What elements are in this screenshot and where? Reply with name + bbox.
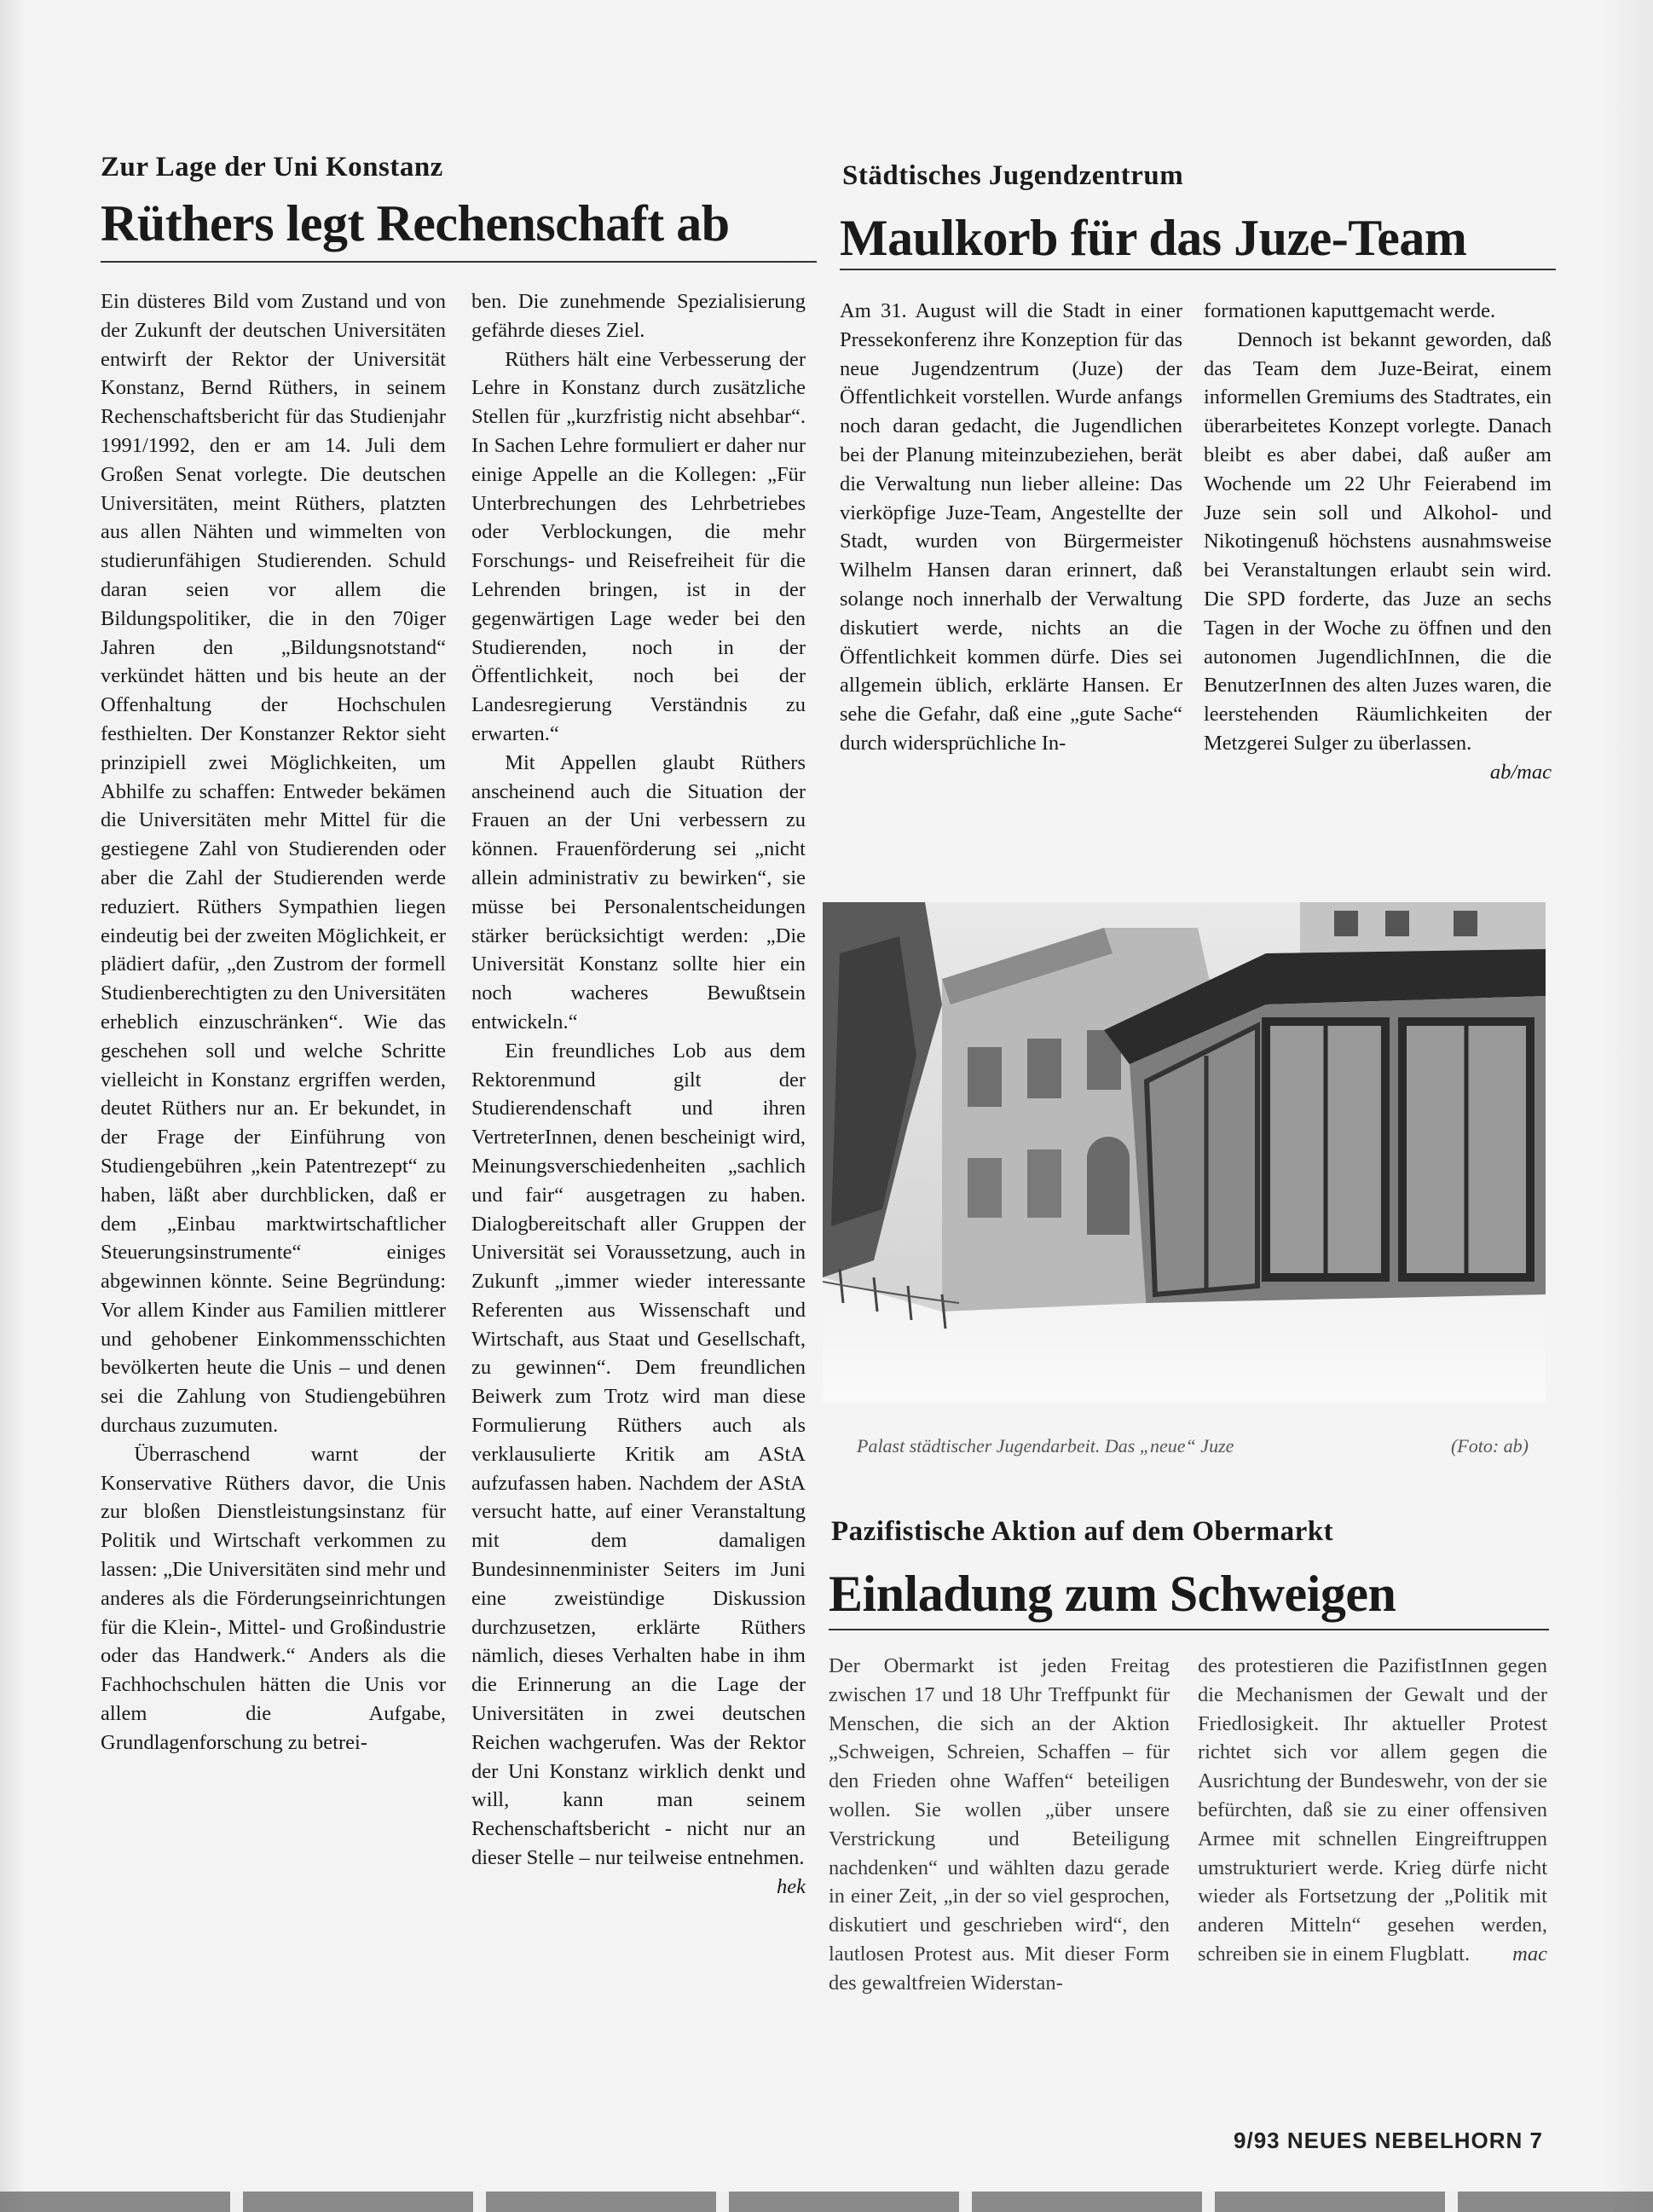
bottom-edge-strip [0,2192,1653,2212]
ruethers-col1-paragraph: Ein düsteres Bild vom Zustand und von der Zukunft der deutschen Universitäten entwirft der Rektor der Universität Konstanz, Bernd Rüthers, in seinem Rechenschaftsbericht für das Studienjahr 1991/1992, den er am 14. Juli dem Großen Senat vorlegte. Die deutschen Universitäten, meint Rüthers, platzten aus allen Nähten und wimmelten von studierunfähigen Studierenden. Schuld daran seien vor allem die Bildungspolitiker, die in den 70iger Jahren den „Bildungsnotstand“ verkündet hätten und bis heute an der Offenhaltung der Hochschulen festhielten. Der Konstanzer Rektor sieht prinzipiell zwei Möglichkeiten, um Abhilfe zu schaffen: Entweder bekämen die Universitäten mehr Mittel für die gestiegene Zahl von Studierenden oder aber die Zahl der Studierenden werde reduziert. Rüthers Sympathien liegen eindeutig bei der zweiten Möglichkeit, er plädiert dafür, „den Zustrom der formell Studienberechtigten zu den Universitäten erheblich einzuschränken“. Wie das geschehen soll und welche Schritte vielleicht in Konstanz ergriffen werden, deutet Rüthers nur an. Er bekundet, in der Frage der Einführung von Studiengebühren „kein Patentrezept“ zu haben, läßt aber durchblicken, daß er dem „Einbau marktwirtschaftlicher Steuerungsinstrumente“ einiges abgewinnen könnte. Seine Begründung: Vor allem Kinder aus Familien mittlerer und gehobener Einkommensschichten bevölkerten heute die Unis – und denen sei die Zahlung von Studiengebühren durchaus zuzumuten. [101,290,446,1438]
ruethers-kicker: Zur Lage der Uni Konstanz [101,152,443,182]
juze-rule [840,269,1556,270]
photo-credit: (Foto: ab) [1450,1435,1529,1456]
ruethers-col2-paragraph: Rüthers hält eine Verbesserung der Lehre in Konstanz durch zusätzliche Stellen für „kurzfristig nicht absehbar“. In Sachen Lehre formuliert er daher nur einige Appelle an die Kollegen: „Für Unterbrechungen des Lehrbetriebes oder Verblockungen, die mehr Forschungs- und Reisefreiheit für die Lehrenden bringen, ist in der gegenwärtigen Lage weder bei den Studierenden, noch in der Öffentlichkeit, noch bei der Landesregierung Verständnis zu erwarten.“ [471,347,806,745]
schweigen-column-2 [1198,1652,1547,2018]
ruethers-column-2 [471,287,806,1916]
schweigen-column-1 [829,1652,1170,2018]
page-footer: 9/93 NEUES NEBELHORN 7 [1234,2128,1543,2153]
juze-headline: Maulkorb für das Juze-Team [840,210,1467,266]
schweigen-col2-text: des protestieren die PazifistInnen gegen die Mechanismen der Gewalt und der Friedlosigkeit. Ihr aktueller Protest richtet sich vor allem gegen die Ausrichtung der Bundeswehr, von der sie befürchten, daß sie zu einer offensiven Armee mit schnellen Eingreiftruppen umstrukturiert werde. Krieg dürfe nicht wieder als Fortsetzung der „Politik mit anderen Mitteln“ gesehen werden, schreiben sie in einem Flugblatt. [1198,1654,1547,1966]
ruethers-headline: Rüthers legt Rechenschaft ab [101,195,730,252]
juze-signature: ab/mac [1489,760,1552,784]
schweigen-col1-paragraph: Der Obermarkt ist jeden Freitag zwischen 17 und 18 Uhr Treffpunkt für Menschen, die sich an der Aktion „Schweigen, Schreien, Schaffen – für den Frieden ohne Waffen“ beteiligen wollen. Sie wollen „über unsere Verstrickung und Beteiligung nachdenken“ und wählten dazu gerade in einer Zeit, „in der so viel gesprochen, diskutiert und geschrieben wird“, den lautlosen Protest aus. Mit dieser Form des gewaltfreien Widerstan- [829,1654,1170,1995]
ruethers-column-1 [101,287,446,1916]
juze-building-photo [823,902,1546,1402]
juze-kicker: Städtisches Jugendzentrum [842,160,1184,191]
ruethers-col2-paragraph: Mit Appellen glaubt Rüthers anscheinend auch die Situation der Frauen an der Uni verbessern zu können. Frauenförderung sei „nicht allein administrativ zu bewirken“, sie müsse bei Personalentscheidungen stärker berücksichtigt werden: „Die Universität Konstanz sollte hier ein noch wacheres Bewußtsein entwickeln.“ [471,750,806,1034]
ruethers-col2-paragraph [471,1037,806,1898]
schweigen-signature: mac [1512,1942,1547,1966]
juze-col2-paragraph: formationen kaputtgemacht werde. [1204,299,1496,322]
ruethers-col1-paragraph: Überraschend warnt der Konservative Rüthers davor, die Unis zur bloßen Dienstleistungsinstanz für Politik und Wirtschaft verkommen zu lassen: „Die Universitäten sind mehr und anderes als die Förderungseinrichtungen für die Klein-, Mittel- und Großindustrie oder das Handwerk.“ Anders als die Fachhochschulen hätten die Unis vor allem die Aufgabe, Grundlagenforschung zu betrei- [101,1442,446,1754]
ruethers-rule [101,261,817,263]
ruethers-col2-text: Ein freundliches Lob aus dem Rektorenmund gilt der Studierendenschaft und ihren VertreterInnen, denen bescheinigt wird, Meinungsverschiedenheiten „sachlich und fair“ ausgetragen zu haben. Dialogbereitschaft aller Gruppen der Universität sei Voraussetzung, auch in Zukunft „immer wieder interessante Referenten aus Wissenschaft und Wirtschaft, aus Staat und Gesellschaft, zu gewinnen“. Dem freundlichen Beiwerk zum Trotz wird man diese Formulierung Rüthers auch als verklausulierte Kritik am AStA aufzufassen haben. Nachdem der AStA versucht hatte, auf einer Veranstaltung mit dem damaligen Bundesinnenminister Seiters im Juni eine zweistündige Diskussion durchzusetzen, erklärte Rüthers nämlich, dieses Verhalten habe in ihm die Erinnerung an die Lage der Universitäten in zwei deutschen Reichen wachgerufen. Was der Rektor der Uni Konstanz wirklich denkt und will, kann man seinem Rechenschaftsbericht - nicht nur an dieser Stelle – nur teilweise entnehmen. [471,1039,806,1870]
schweigen-rule [829,1629,1549,1630]
juze-col2-text: Dennoch ist bekannt geworden, daß das Team dem Juze-Beirat, einem informellen Gremiums des Stadtrates, ein überarbeitetes Konzept vorlegte. Danach bleibt es aber dabei, daß außer am Wochende um 22 Uhr Feierabend im Juze sein soll und Alkohol- und Nikotingenuß höchstens ausnahmsweise bei Veranstaltungen erlaubt sein wird. Die SPD forderte, das Juze an sechs Tagen in der Woche zu öffnen und den autonomen JugendlichInnen, die die BenutzerInnen des alten Juzes waren, die leerstehenden Räumlichkeiten der Metzgerei Sulger zu überlassen. [1204,327,1552,755]
ruethers-signature: hek [777,1874,806,1898]
juze-column-1 [840,297,1182,860]
photo-caption [857,1435,1529,1457]
schweigen-headline: Einladung zum Schweigen [829,1566,1396,1622]
photo-caption-text: Palast städtischer Jugendarbeit. Das „neue“ Juze [857,1435,1234,1456]
juze-col1-paragraph: Am 31. August will die Stadt in einer Pressekonferenz ihre Konzeption für das neue Jugendzentrum (Juze) der Öffentlichkeit vorstellen. Wurde anfangs noch daran gedacht, die Jugendlichen bei der Planung miteinzubeziehen, berät die Verwaltung nun lieber alleine: Das vierköpfige Juze-Team, Angestellte der Stadt, wurden von Bürgermeister Wilhelm Hansen daran erinnert, daß solange noch innerhalb der Verwaltung diskutiert werde, nichts an die Öffentlichkeit kommen dürfe. Dies sei allgemein üblich, erklärte Hansen. Er sehe die Gefahr, daß eine „gute Sache“ durch widersprüchliche In- [840,299,1182,755]
juze-column-2 [1204,297,1552,860]
schweigen-kicker: Pazifistische Aktion auf dem Obermarkt [831,1516,1334,1547]
juze-col2-paragraph [1204,326,1552,784]
ruethers-col2-paragraph: ben. Die zunehmende Spezialisierung gefährde dieses Ziel. [471,290,806,342]
schweigen-col2-paragraph [1198,1652,1547,1969]
